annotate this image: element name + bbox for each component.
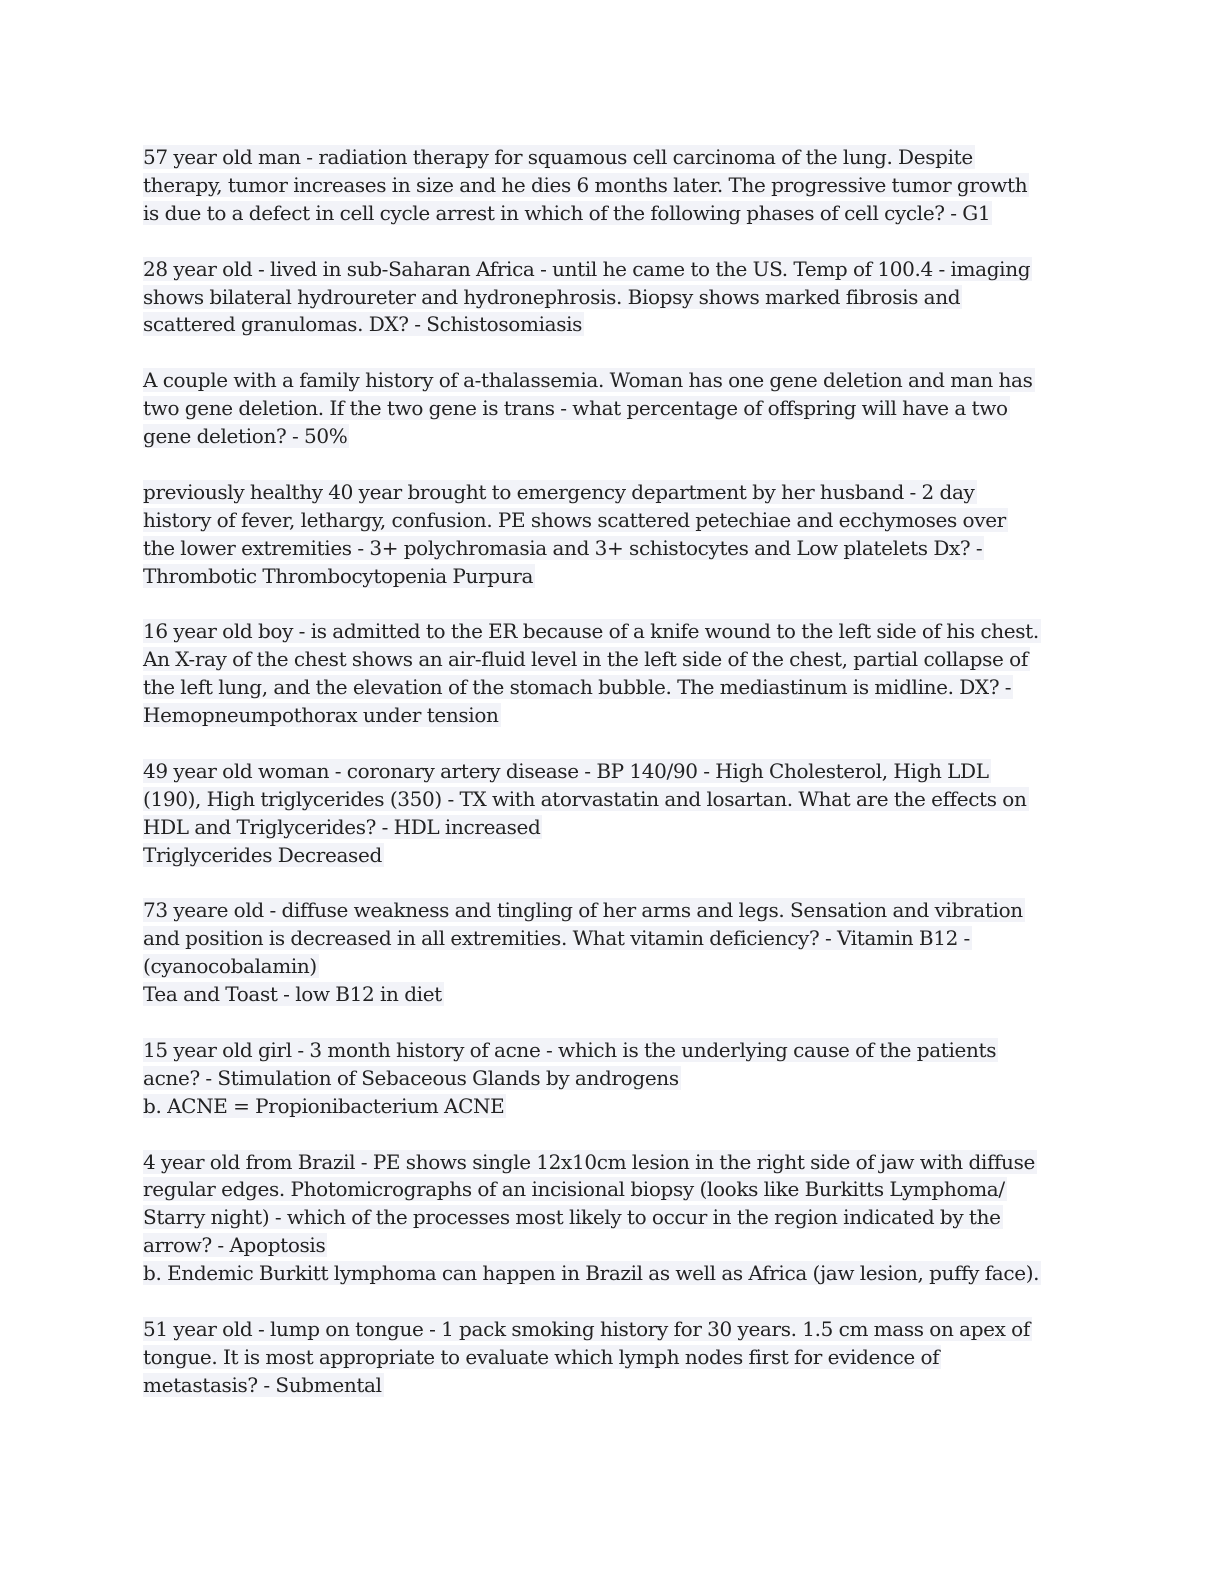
text-line-content: 4 year old from Brazil - PE shows single 12x10cm lesion in the right side of jaw with diffuse bbox=[143, 1149, 1035, 1174]
qa-entry bbox=[143, 1149, 1083, 1289]
text-line bbox=[143, 1316, 1083, 1344]
text-line-content: (cyanocobalamin) bbox=[143, 954, 317, 979]
text-line bbox=[143, 1037, 1083, 1065]
text-line bbox=[143, 1065, 1083, 1093]
text-line bbox=[143, 144, 1083, 172]
text-line bbox=[143, 618, 1083, 646]
qa-entry bbox=[143, 897, 1083, 1009]
text-line-content: 49 year old woman - coronary artery disease - BP 140/90 - High Cholesterol, High LDL bbox=[143, 758, 989, 783]
text-line-content: 15 year old girl - 3 month history of acne - which is the underlying cause of the patients bbox=[143, 1037, 997, 1062]
qa-entry bbox=[143, 1316, 1083, 1400]
text-line-content: 51 year old - lump on tongue - 1 pack smoking history for 30 years. 1.5 cm mass on apex of bbox=[143, 1316, 1030, 1341]
text-line-content: tongue. It is most appropriate to evaluate which lymph nodes first for evidence of bbox=[143, 1344, 940, 1369]
text-line bbox=[143, 1204, 1083, 1232]
text-line-content: acne? - Stimulation of Sebaceous Glands by androgens bbox=[143, 1065, 679, 1090]
qa-entry bbox=[143, 758, 1083, 870]
text-line-content: 28 year old - lived in sub-Saharan Africa - until he came to the US. Temp of 100.4 - imaging bbox=[143, 256, 1031, 281]
text-line bbox=[143, 1093, 1083, 1121]
text-line-content: metastasis? - Submental bbox=[143, 1372, 382, 1397]
text-line bbox=[143, 842, 1083, 870]
text-line bbox=[143, 1176, 1083, 1204]
text-line-content: gene deletion? - 50% bbox=[143, 424, 348, 449]
text-line-content: the lower extremities - 3+ polychromasia and 3+ schistocytes and Low platelets Dx? - bbox=[143, 535, 983, 560]
text-line-content: shows bilateral hydroureter and hydronephrosis. Biopsy shows marked fibrosis and bbox=[143, 284, 961, 309]
qa-entry bbox=[143, 1037, 1083, 1121]
text-line bbox=[143, 786, 1083, 814]
text-line-content: previously healthy 40 year brought to emergency department by her husband - 2 day bbox=[143, 479, 975, 504]
qa-entry bbox=[143, 256, 1083, 340]
text-line bbox=[143, 953, 1083, 981]
text-line-content: the left lung, and the elevation of the stomach bubble. The mediastinum is midline. DX? - bbox=[143, 675, 1012, 700]
text-line bbox=[143, 1232, 1083, 1260]
text-line-content: b. Endemic Burkitt lymphoma can happen in Brazil as well as Africa (jaw lesion, puffy face). bbox=[143, 1261, 1040, 1286]
text-line-content: b. ACNE = Propionibacterium ACNE bbox=[143, 1093, 505, 1118]
text-line-content: scattered granulomas. DX? - Schistosomiasis bbox=[143, 312, 583, 337]
qa-entry bbox=[143, 144, 1083, 228]
text-line-content: Thrombotic Thrombocytopenia Purpura bbox=[143, 563, 534, 588]
text-line bbox=[143, 897, 1083, 925]
text-line bbox=[143, 925, 1083, 953]
text-line-content: two gene deletion. If the two gene is trans - what percentage of offspring will have a two bbox=[143, 396, 1008, 421]
text-line-content: history of fever, lethargy, confusion. PE shows scattered petechiae and ecchymoses over bbox=[143, 507, 1006, 532]
text-line-content: therapy, tumor increases in size and he dies 6 months later. The progressive tumor growth bbox=[143, 172, 1028, 197]
text-line-content: arrow? - Apoptosis bbox=[143, 1233, 326, 1258]
document-body bbox=[143, 144, 1083, 1428]
text-line bbox=[143, 1372, 1083, 1400]
qa-entry bbox=[143, 479, 1083, 591]
text-line bbox=[143, 479, 1083, 507]
qa-entry bbox=[143, 367, 1083, 451]
text-line-content: 57 year old man - radiation therapy for squamous cell carcinoma of the lung. Despite bbox=[143, 145, 973, 169]
text-line-content: regular edges. Photomicrographs of an incisional biopsy (looks like Burkitts Lymphoma/ bbox=[143, 1177, 1005, 1202]
text-line bbox=[143, 674, 1083, 702]
text-line-content: and position is decreased in all extremities. What vitamin deficiency? - Vitamin B12 - bbox=[143, 926, 970, 951]
text-line-content: A couple with a family history of a-thalassemia. Woman has one gene deletion and man has bbox=[143, 368, 1033, 393]
text-line-content: An X-ray of the chest shows an air-fluid level in the left side of the chest, partial collapse of bbox=[143, 647, 1028, 672]
text-line bbox=[143, 395, 1083, 423]
text-line-content: Starry night) - which of the processes most likely to occur in the region indicated by the bbox=[143, 1205, 1001, 1230]
text-line bbox=[143, 981, 1083, 1009]
text-line bbox=[143, 256, 1083, 284]
text-line bbox=[143, 1344, 1083, 1372]
text-line bbox=[143, 367, 1083, 395]
text-line-content: Hemopneumpothorax under tension bbox=[143, 703, 499, 728]
text-line bbox=[143, 423, 1083, 451]
text-line bbox=[143, 563, 1083, 591]
text-line bbox=[143, 535, 1083, 563]
text-line-content: (190), High triglycerides (350) - TX with atorvastatin and losartan. What are the effects on bbox=[143, 786, 1027, 811]
text-line-content: Triglycerides Decreased bbox=[143, 842, 382, 867]
text-line bbox=[143, 284, 1083, 312]
text-line-content: Tea and Toast - low B12 in diet bbox=[143, 982, 442, 1007]
text-line-content: is due to a defect in cell cycle arrest in which of the following phases of cell cycle? - G1 bbox=[143, 200, 991, 225]
text-line bbox=[143, 758, 1083, 786]
text-line bbox=[143, 1149, 1083, 1177]
text-line bbox=[143, 172, 1083, 200]
text-line bbox=[143, 814, 1083, 842]
qa-entry bbox=[143, 618, 1083, 730]
text-line bbox=[143, 311, 1083, 339]
text-line bbox=[143, 507, 1083, 535]
text-line-content: HDL and Triglycerides? - HDL increased bbox=[143, 814, 541, 839]
text-line bbox=[143, 702, 1083, 730]
text-line bbox=[143, 200, 1083, 228]
text-line bbox=[143, 1260, 1083, 1288]
text-line-content: 73 yeare old - diffuse weakness and tingling of her arms and legs. Sensation and vibration bbox=[143, 898, 1023, 923]
text-line-content: 16 year old boy - is admitted to the ER because of a knife wound to the left side of his chest. bbox=[143, 619, 1039, 644]
text-line bbox=[143, 646, 1083, 674]
